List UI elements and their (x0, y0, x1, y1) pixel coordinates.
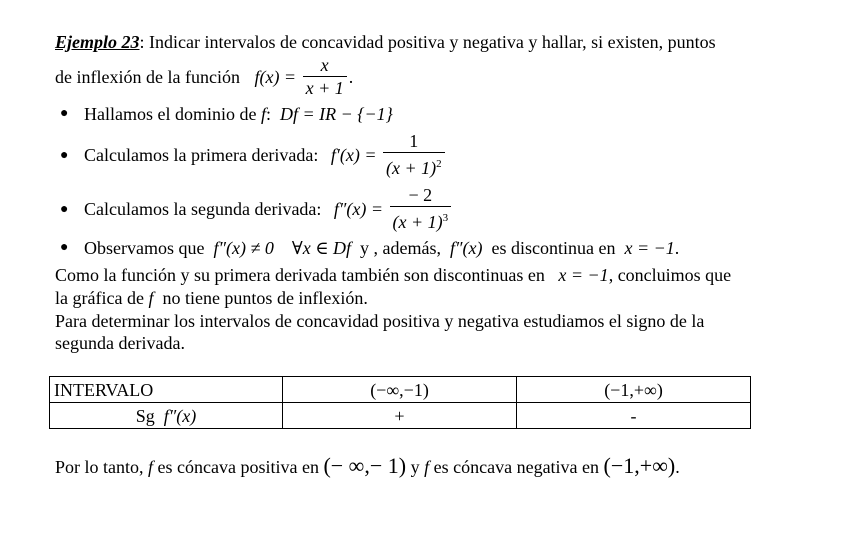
second-derivative-fraction (390, 184, 452, 233)
bullet-4-text-b: y , además, (360, 238, 442, 258)
first-derivative-exponent: 2 (436, 158, 442, 170)
bullet-2 (84, 130, 447, 179)
first-derivative-numerator: 1 (383, 130, 445, 153)
table-header-interval: INTERVALO (50, 377, 283, 403)
table-header-interval-1: (−∞,−1) (283, 377, 517, 403)
paragraph-text-2b: no tiene puntos de inflexión. (162, 288, 368, 308)
paragraph-math-1: x = −1 (558, 265, 609, 285)
paragraph-text-4: segunda derivada. (55, 333, 185, 353)
conclusion-interval-1: (− ∞,− 1) (323, 453, 407, 478)
intro-line-2 (55, 54, 353, 99)
conclusion-f-2: f (424, 457, 430, 477)
bullet-4 (84, 237, 679, 259)
conclusion-interval-2: (−1,+∞) (603, 453, 676, 478)
bullet-1-f: f (260, 104, 266, 124)
paragraph-line-3 (55, 310, 704, 332)
conclusion-text-b: es cóncava positiva en (157, 457, 319, 477)
conclusion-period: . (675, 457, 680, 477)
bullet-3-dot: ● (60, 202, 69, 217)
second-derivative-lhs: f″(x) = (333, 198, 384, 219)
conclusion-line (55, 452, 680, 481)
first-derivative-denominator: (x + 1) (385, 158, 437, 178)
paragraph-text-1-end: , concluimos que (608, 265, 732, 285)
bullet-4-dot: ● (60, 240, 69, 255)
table-sign-2: - (517, 403, 751, 429)
function-period: . (348, 66, 354, 87)
paragraph-text-2a: la gráfica de (55, 288, 144, 308)
intro-text-2: de inflexión de la función (55, 66, 240, 87)
bullet-3 (84, 184, 453, 233)
paragraph-line-2 (55, 287, 368, 309)
conclusion-text-c: y (410, 457, 420, 477)
table-row (50, 403, 751, 429)
intro-text-1: : Indicar intervalos de concavidad positiva y negativa y hallar, si existen, puntos (139, 32, 716, 52)
conclusion-f-1: f (148, 457, 154, 477)
paragraph-text-3: Para determinar los intervalos de concavidad positiva y negativa estudiamos el signo de la (55, 311, 705, 331)
first-derivative-lhs: f′(x) = (330, 144, 377, 165)
function-fraction (303, 54, 347, 99)
conclusion-text-d: es cóncava negativa en (433, 457, 600, 477)
domain-math: Df = IR − {−1} (280, 104, 393, 124)
table-sign-label (50, 403, 283, 429)
bullet-4-math-1: f″(x) ≠ 0 (213, 238, 274, 258)
bullet-2-dot: ● (60, 148, 69, 163)
bullet-1-text: Hallamos el dominio de (84, 104, 257, 124)
table-sign-1: + (283, 403, 517, 429)
second-derivative-exponent: 3 (442, 212, 449, 224)
function-denominator: x + 1 (305, 78, 344, 98)
bullet-4-math-4: x = −1 (624, 238, 675, 258)
second-derivative-denominator: (x + 1) (392, 212, 443, 232)
table-header-row (50, 377, 751, 403)
table-sign-text: Sg (135, 405, 155, 426)
second-derivative-numerator: − 2 (390, 184, 452, 207)
bullet-4-math-3: f″(x) (450, 238, 483, 258)
table-header-interval-2: (−1,+∞) (517, 377, 751, 403)
sign-table (49, 376, 751, 429)
paragraph-line-4 (55, 332, 185, 354)
paragraph-line-1 (55, 264, 731, 286)
function-numerator: x (320, 55, 329, 75)
first-derivative-fraction (383, 130, 445, 179)
function-lhs: f(x) = (254, 66, 297, 87)
bullet-1-colon: : (265, 104, 271, 124)
bullet-1 (84, 103, 393, 125)
bullet-3-text: Calculamos la segunda derivada: (84, 198, 322, 219)
table-sign-math: f″(x) (163, 405, 197, 426)
bullet-4-text-c: es discontinua en (491, 238, 616, 258)
bullet-4-period: . (674, 238, 680, 258)
intro-line-1 (55, 31, 716, 53)
paragraph-f: f (148, 288, 154, 308)
example-heading: Ejemplo 23 (55, 32, 140, 52)
bullet-1-dot: ● (60, 106, 69, 121)
conclusion-text-a: Por lo tanto, (55, 457, 144, 477)
bullet-2-text: Calculamos la primera derivada: (84, 144, 319, 165)
paragraph-text-1: Como la función y su primera derivada también son discontinuas en (55, 265, 545, 285)
bullet-4-text-a: Observamos que (84, 238, 205, 258)
bullet-4-math-2: ∀x ∈ Df (291, 238, 352, 258)
